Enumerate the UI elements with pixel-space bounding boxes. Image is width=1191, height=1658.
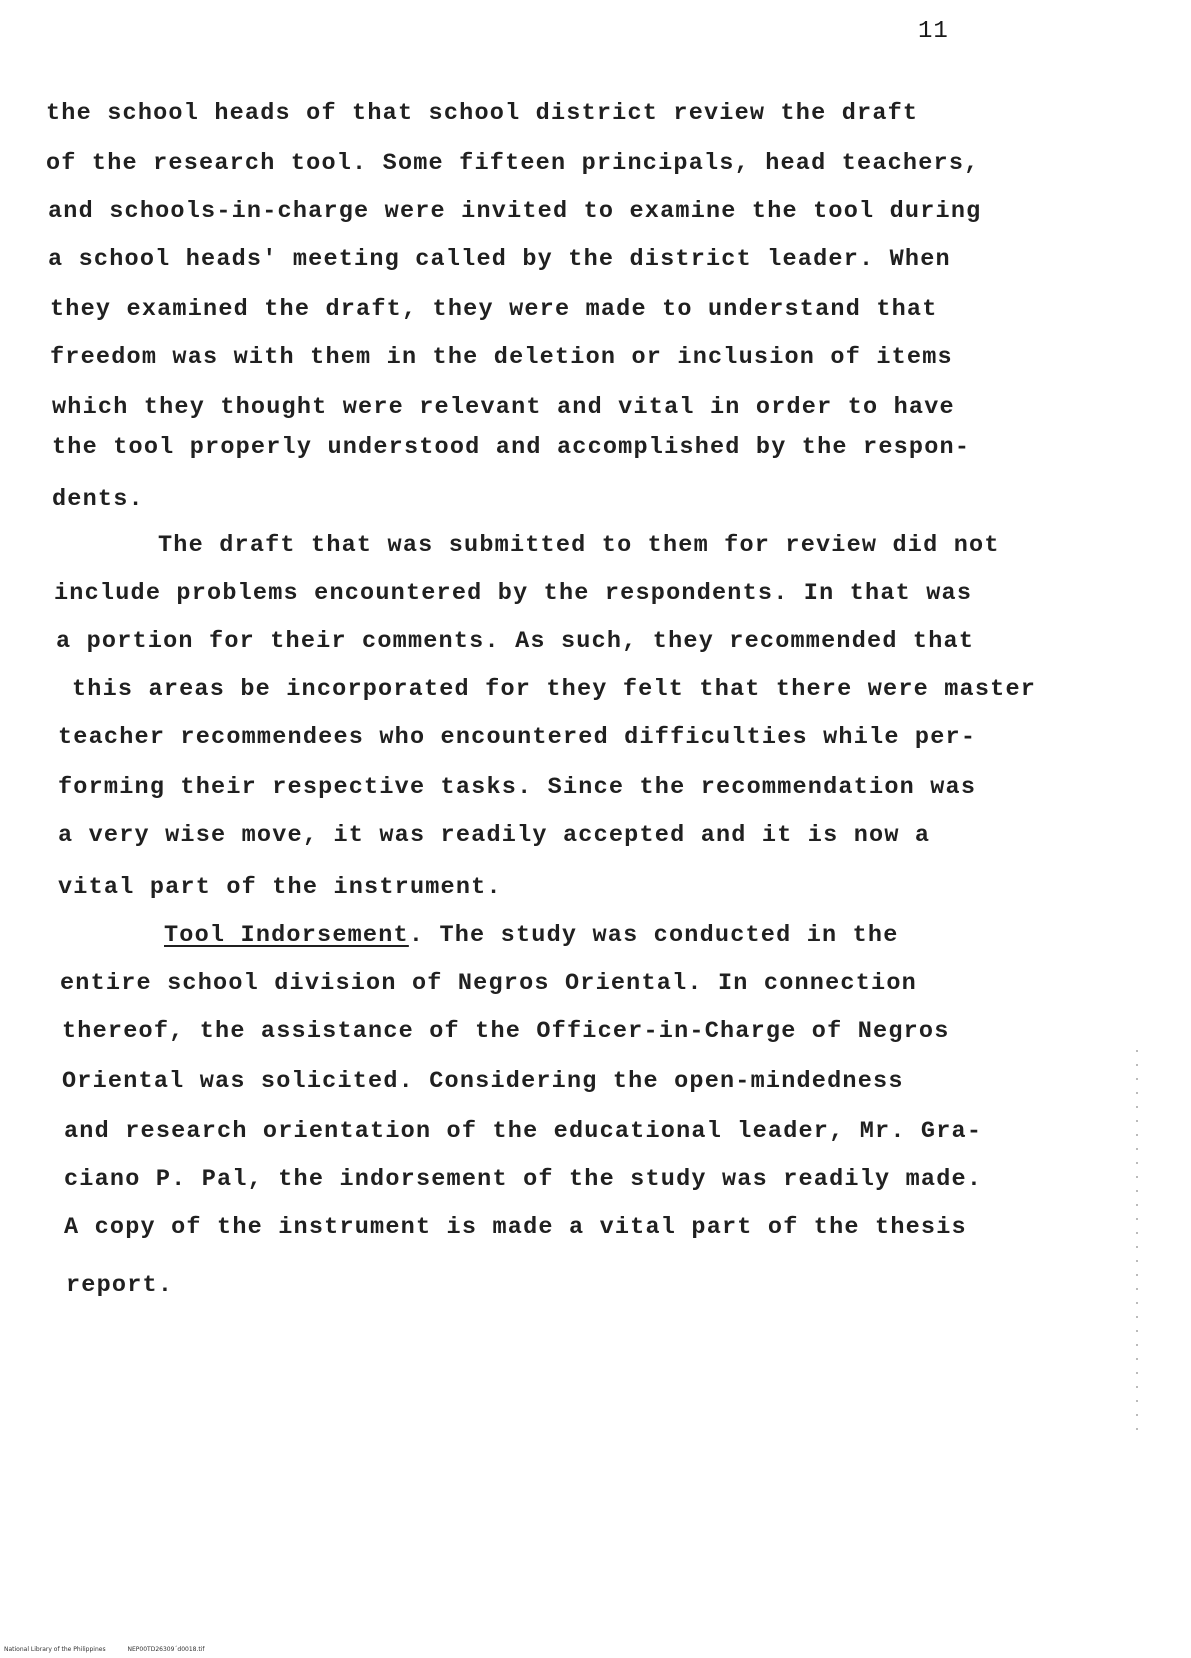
paragraph-1-line-2: of the research tool. Some fifteen principals, head teachers,: [46, 150, 980, 177]
paragraph-1-line-6: freedom was with them in the deletion or inclusion of items: [50, 344, 953, 371]
paragraph-2-line-1: The draft that was submitted to them for review did not: [158, 532, 1000, 559]
paragraph-2-line-2: include problems encountered by the respondents. In that was: [54, 580, 973, 607]
paragraph-2-line-5: teacher recommendees who encountered difficulties while per-: [58, 724, 977, 751]
paragraph-2-line-7: a very wise move, it was readily accepted and it is now a: [58, 822, 931, 849]
scan-footer: [4, 1646, 225, 1653]
paragraph-3-line-8: report.: [66, 1272, 174, 1299]
paragraph-1-line-3: and schools-in-charge were invited to examine the tool during: [48, 198, 982, 225]
paragraph-1-line-9: dents.: [52, 486, 144, 513]
page-number: 11: [918, 18, 949, 45]
footer-file-id: NEP00TD26309´d0018.tif: [127, 1646, 205, 1653]
paragraph-3-line-4: Oriental was solicited. Considering the open-mindedness: [62, 1068, 904, 1095]
paragraph-1-line-5: they examined the draft, they were made to understand that: [50, 296, 938, 323]
paragraph-1-line-7: which they thought were relevant and vital in order to have: [52, 394, 955, 421]
scan-margin-speckle: [1136, 1050, 1138, 1430]
paragraph-2-line-8: vital part of the instrument.: [58, 874, 502, 901]
paragraph-3-line-7: A copy of the instrument is made a vital part of the thesis: [64, 1214, 967, 1241]
paragraph-2-line-6: forming their respective tasks. Since the recommendation was: [58, 774, 977, 801]
paragraph-3-line-3: thereof, the assistance of the Officer-in-Charge of Negros: [62, 1018, 950, 1045]
footer-library: National Library of the Philippines: [4, 1646, 106, 1653]
paragraph-1-line-4: a school heads' meeting called by the district leader. When: [48, 246, 951, 273]
paragraph-3-line-6: ciano P. Pal, the indorsement of the study was readily made.: [64, 1166, 983, 1193]
paragraph-3-line-2: entire school division of Negros Oriental. In connection: [60, 970, 917, 997]
tool-indorsement-heading: Tool Indorsement: [164, 922, 409, 949]
paragraph-3-line-5: and research orientation of the educational leader, Mr. Gra-: [64, 1118, 983, 1145]
paragraph-3-line-1: [164, 922, 899, 949]
paragraph-1-line-8: the tool properly understood and accomplished by the respon-: [52, 434, 971, 461]
paragraph-3-line-1-rest: . The study was conducted in the: [408, 922, 899, 949]
paragraph-2-line-3: a portion for their comments. As such, they recommended that: [56, 628, 975, 655]
paragraph-2-line-4: this areas be incorporated for they felt that there were master: [72, 676, 1037, 703]
paragraph-1-line-1: the school heads of that school district review the draft: [46, 100, 919, 127]
